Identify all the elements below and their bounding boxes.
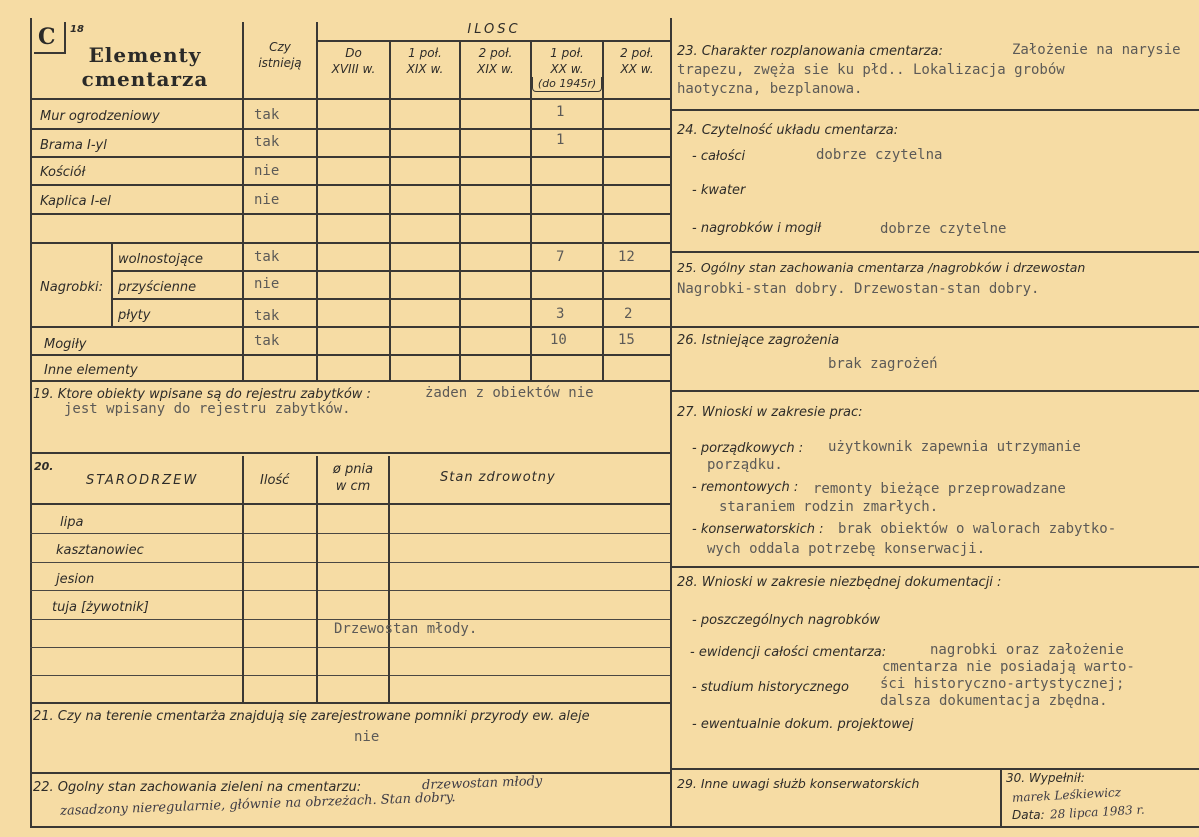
section-line <box>672 326 1199 328</box>
section-line <box>30 452 670 454</box>
period-line: XIX w. <box>406 61 444 76</box>
q23-label: 23. Charakter rozplanowania cmentarza: <box>677 44 943 59</box>
q30-filled-by: marek Leśkiewicz <box>1011 785 1122 805</box>
q24-quarters-label: - kwater <box>692 183 746 198</box>
table-col-line <box>111 242 113 328</box>
q30-date-value: 28 lipca 1983 r. <box>1049 802 1146 822</box>
q27-label: 27. Wnioski w zakresie prac: <box>677 405 863 420</box>
period-line: Do <box>345 46 362 60</box>
q27-conserv-line1: brak obiektów o walorach zabytko- <box>838 521 1117 537</box>
q26-label: 26. Istniejące zagrożenia <box>677 333 840 348</box>
table-col-line <box>459 40 461 380</box>
period-line: (do 1945r) <box>532 77 602 92</box>
form-number: 18 <box>70 24 84 35</box>
row-label-mur: Mur ogrodzeniowy <box>40 109 160 124</box>
period-header-2 <box>391 46 459 77</box>
table-row-line <box>30 354 670 356</box>
exists-mogily: tak <box>254 333 280 349</box>
tree-col-line <box>242 456 244 702</box>
tree-tuja: tuja [żywotnik] <box>52 600 149 615</box>
q20-note: Drzewostan młody. <box>334 621 478 637</box>
period-header-1 <box>318 46 389 77</box>
q28-item4: - ewentualnie dokum. projektowej <box>692 717 914 732</box>
table-row-line <box>30 156 670 158</box>
q20-col-qty: Ilość <box>260 473 290 488</box>
row-label-mogily: Mogiły <box>44 337 87 352</box>
period-line: XX w. <box>550 61 584 76</box>
row-label-nagrobki: Nagrobki: <box>40 280 104 295</box>
q27-order-label: - porządkowych : <box>692 441 804 456</box>
diam-line: w cm <box>335 478 371 494</box>
section-line <box>672 390 1199 392</box>
tree-row-line <box>30 590 670 591</box>
tree-row-line <box>30 619 670 620</box>
exists-header-line2: istnieją <box>258 55 302 70</box>
q21-answer: nie <box>354 729 380 745</box>
q20-col-health: Stan zdrowotny <box>440 470 556 485</box>
row-label-przyscienne: przyścienne <box>118 280 197 295</box>
q30-label: 30. Wypełnił: <box>1006 771 1085 785</box>
q25-label: 25. Ogólny stan zachowania cmentarza /nagrobków i drzewostan <box>677 260 1086 275</box>
q25-answer: Nagrobki-stan dobry. Drzewostan-stan dobry. <box>677 281 1040 297</box>
q28-item2: - ewidencji całości cmentarza: <box>690 645 887 660</box>
q28-answer-line4: dalsza dokumentacja zbędna. <box>880 693 1108 709</box>
period-line: 1 poł. <box>550 46 584 60</box>
period-line: 2 poł. <box>478 46 513 60</box>
tree-col-line <box>388 456 390 702</box>
row-label-inne: Inne elementy <box>44 363 138 378</box>
title-line1: Elementy <box>88 43 202 67</box>
exists-header <box>244 40 316 71</box>
period-line: XIX w. <box>477 61 514 76</box>
period-header-3 <box>461 46 530 77</box>
q23-answer-line2: trapezu, zwęża sie ku płd.. Lokalizacja grobów <box>677 62 1065 78</box>
exists-plyty: tak <box>254 308 280 324</box>
q27-repair-label: - remontowych : <box>692 480 799 495</box>
q24-graves-answer: dobrze czytelne <box>880 221 1007 237</box>
q26-answer: brak zagrożeń <box>828 356 938 372</box>
qty-brama-c4: 1 <box>556 132 565 148</box>
table-row-line <box>30 213 670 215</box>
q23-answer-line3: haotyczna, bezplanowa. <box>677 81 863 97</box>
table-row-line <box>111 298 670 300</box>
section-line <box>30 702 670 704</box>
q21-label: 21. Czy na terenie cmentarża znajdują się zarejestrowane pomniki przyrody ew. aleje <box>33 709 590 724</box>
tree-jesion: jesion <box>56 572 95 587</box>
exists-brama: tak <box>254 134 280 150</box>
period-line: 1 poł. <box>408 46 442 60</box>
q22-hand-line1: drzewostan młody <box>421 773 543 794</box>
tree-row-line <box>30 503 670 505</box>
quantity-header: ILOSC <box>467 22 521 37</box>
tree-row-line <box>30 533 670 534</box>
tree-kasztanowiec: kasztanowiec <box>56 543 144 558</box>
row-label-brama: Brama I-yl <box>40 138 107 153</box>
table-row-line <box>30 380 670 382</box>
q23-answer-line1: Założenie na narysie <box>1012 42 1181 58</box>
exists-przyscienne: nie <box>254 276 280 292</box>
q22-label: 22. Ogolny stan zachowania zieleni na cmentarzu: <box>33 780 362 795</box>
table-col-line <box>389 40 391 380</box>
q24-whole-answer: dobrze czytelna <box>816 147 943 163</box>
tree-row-line <box>30 675 670 676</box>
tree-lipa: lipa <box>60 515 84 530</box>
qty-wolnostojace-c5: 12 <box>618 249 635 265</box>
q28-item1: - poszczególnych nagrobków <box>692 613 880 628</box>
section-line <box>672 251 1199 253</box>
table-row-line <box>30 98 670 100</box>
qty-wolnostojace-c4: 7 <box>556 249 565 265</box>
left-border <box>30 18 32 828</box>
row-label-kaplica: Kaplica I-el <box>40 194 111 209</box>
q24-graves-label: - nagrobków i mogił <box>692 221 822 236</box>
q27-order-line2: porządku. <box>707 457 783 473</box>
qty-plyty-c4: 3 <box>556 306 565 322</box>
table-row-line <box>316 40 670 42</box>
center-divider <box>670 18 672 828</box>
period-line: XX w. <box>620 61 654 76</box>
q28-item3: - studium historycznego <box>692 680 849 695</box>
table-row-line <box>30 242 670 244</box>
table-row-line <box>30 184 670 186</box>
tree-row-line <box>30 647 670 648</box>
qty-plyty-c5: 2 <box>624 306 633 322</box>
exists-mur: tak <box>254 107 280 123</box>
bottom-border <box>30 826 1199 828</box>
qty-mur-c4: 1 <box>556 104 565 120</box>
section-line <box>672 566 1199 568</box>
diam-line: ø pnia <box>332 462 374 477</box>
table-col-line <box>602 40 604 380</box>
tree-row-line <box>30 562 670 563</box>
q28-answer-line1: nagrobki oraz założenie <box>930 642 1124 658</box>
table-row-line <box>111 270 670 272</box>
qty-mogily-c5: 15 <box>618 332 635 348</box>
row-label-plyty: płyty <box>118 308 151 323</box>
section-line <box>672 768 1199 770</box>
q28-label: 28. Wnioski w zakresie niezbędnej dokumentacji : <box>677 575 1002 590</box>
q22-hand-line2: zasadzony nieregularnie, głównie na obrzeżach. Stan dobry. <box>59 790 456 819</box>
exists-kaplica: nie <box>254 192 280 208</box>
q20-number: 20. <box>34 460 54 473</box>
q27-repair-line1: remonty bieżące przeprowadzane <box>813 481 1066 497</box>
period-line: 2 poł. <box>620 46 654 60</box>
q28-answer-line2: cmentarza nie posiadają warto- <box>882 659 1135 675</box>
row-label-kosciol: Kościół <box>40 165 86 180</box>
table-row-line <box>30 128 670 130</box>
q27-order-line1: użytkownik zapewnia utrzymanie <box>828 439 1081 455</box>
period-header-5 <box>604 46 670 77</box>
table-row-line <box>30 326 670 328</box>
q27-conserv-label: - konserwatorskich : <box>692 522 824 537</box>
exists-kosciol: nie <box>254 163 280 179</box>
period-header-4 <box>532 46 602 92</box>
q29-label: 29. Inne uwagi służb konserwatorskich <box>677 776 920 791</box>
q24-whole-label: - całości <box>692 149 746 164</box>
q20-title: STARODRZEW <box>86 473 199 488</box>
q19-answer-line1: żaden z obiektów nie <box>425 385 594 401</box>
section-col-line <box>1000 768 1002 828</box>
exists-wolnostojace: tak <box>254 249 280 265</box>
title-line2: cmentarza <box>81 67 209 91</box>
q19-answer-line2: jest wpisany do rejestru zabytków. <box>64 401 351 417</box>
q28-answer-line3: ści historyczno-artystycznej; <box>880 676 1125 692</box>
row-label-wolnostojace: wolnostojące <box>118 252 203 267</box>
q20-col-diam <box>318 462 388 496</box>
q24-label: 24. Czytelność układu cmentarza: <box>677 123 899 138</box>
q27-repair-line2: staraniem rodzin zmarłych. <box>719 499 939 515</box>
section-letter: C <box>38 24 56 50</box>
q19-label: 19. Ktore obiekty wpisane są do rejestru zabytków : <box>33 387 371 402</box>
q30-date-label: Data: <box>1012 808 1045 822</box>
qty-mogily-c4: 10 <box>550 332 567 348</box>
period-line: XVIII w. <box>331 61 376 76</box>
q27-conserv-line2: wych oddala potrzebę konserwacji. <box>707 541 986 557</box>
exists-header-line1: Czy <box>269 40 291 54</box>
section-line <box>672 109 1199 111</box>
section-line <box>30 772 670 774</box>
